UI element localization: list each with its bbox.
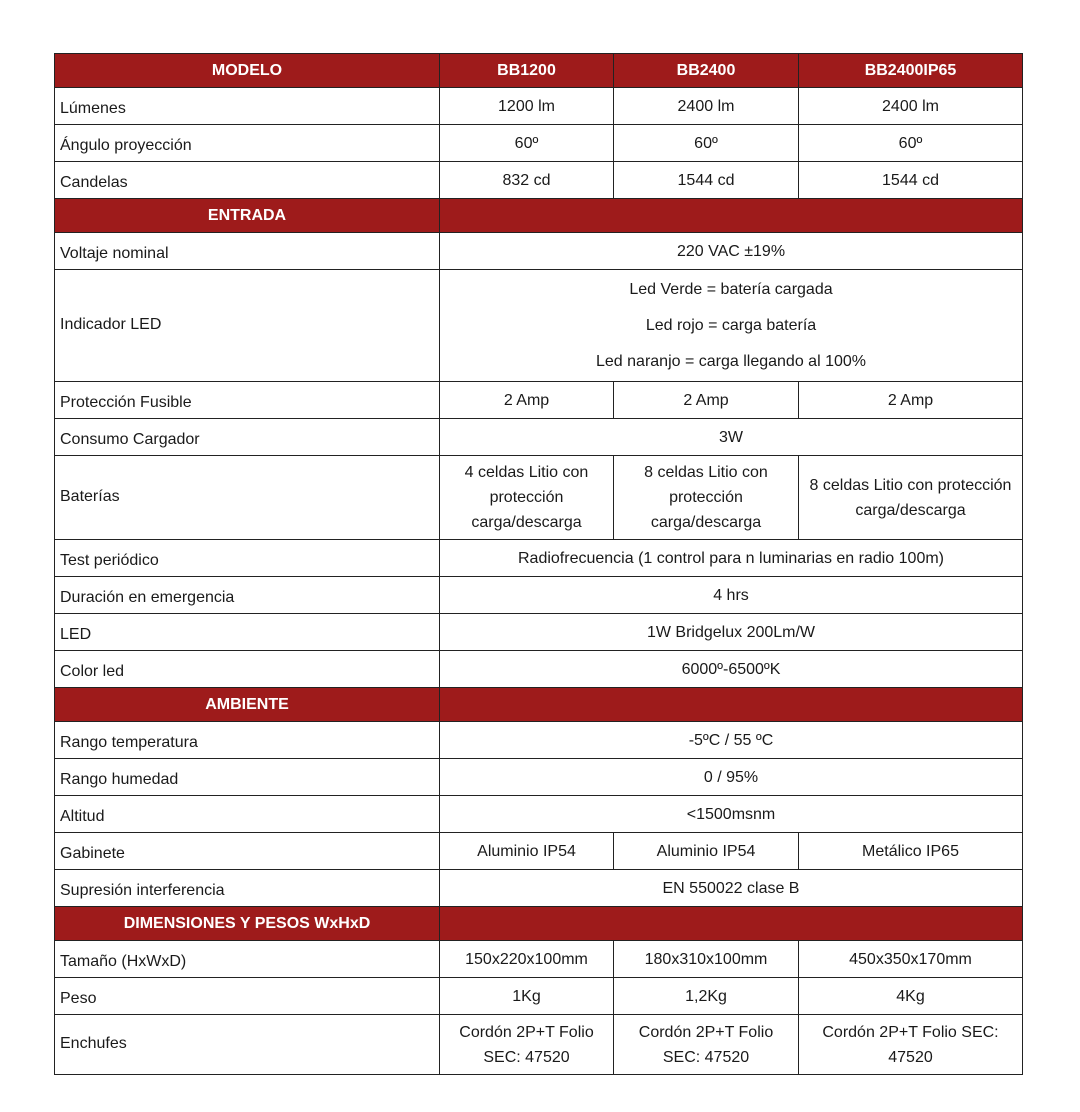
cell-value — [614, 1015, 799, 1075]
section-header-entrada — [55, 199, 1023, 233]
row-label: Rango humedad — [55, 759, 440, 796]
cell-value: EN 550022 clase B — [440, 870, 1023, 907]
section-fill — [440, 688, 1023, 722]
row-label: Indicador LED — [55, 270, 440, 382]
table-row — [55, 456, 1023, 540]
cell-line: carga/descarga — [471, 514, 582, 531]
modelo-header: MODELO — [55, 54, 440, 88]
row-label: Rango temperatura — [55, 722, 440, 759]
section-fill — [440, 907, 1023, 941]
indicator-line: Led Verde = batería cargada — [629, 280, 833, 298]
cell-value: 1544 cd — [799, 162, 1023, 199]
row-label: Enchufes — [55, 1015, 440, 1075]
cell-value: 2400 lm — [614, 88, 799, 125]
row-label: Peso — [55, 978, 440, 1015]
row-label: LED — [55, 614, 440, 651]
cell-value: <1500msnm — [440, 796, 1023, 833]
cell-value: 1Kg — [440, 978, 614, 1015]
cell-line: Cordón 2P+T Folio — [459, 1023, 594, 1041]
cell-line: SEC: 47520 — [662, 1048, 750, 1066]
cell-line: protección — [489, 489, 564, 506]
row-label: Color led — [55, 651, 440, 688]
table-row — [55, 125, 1023, 162]
table-row — [55, 162, 1023, 199]
spec-table — [54, 53, 1023, 1075]
table-row — [55, 722, 1023, 759]
cell-line: carga/descarga — [650, 514, 762, 531]
table-row — [55, 419, 1023, 456]
model-bb2400-header: BB2400 — [614, 54, 799, 88]
table-row — [55, 651, 1023, 688]
cell-value: 1,2Kg — [614, 978, 799, 1015]
table-row — [55, 577, 1023, 614]
section-title: ENTRADA — [55, 199, 440, 233]
section-title: AMBIENTE — [55, 688, 440, 722]
table-row — [55, 978, 1023, 1015]
model-bb2400ip65-header: BB2400IP65 — [799, 54, 1023, 88]
cell-line: carga/descarga — [855, 501, 966, 519]
row-label: Ángulo proyección — [55, 125, 440, 162]
indicator-line: Led rojo = carga batería — [645, 316, 817, 334]
row-label: Supresión interferencia — [55, 870, 440, 907]
cell-value: 1200 lm — [440, 88, 614, 125]
cell-value: Metálico IP65 — [799, 833, 1023, 870]
cell-value: 60º — [799, 125, 1023, 162]
cell-line: 8 celdas Litio con protección — [809, 476, 1012, 494]
cell-value: 4Kg — [799, 978, 1023, 1015]
row-label: Gabinete — [55, 833, 440, 870]
cell-value: 832 cd — [440, 162, 614, 199]
cell-value: 150x220x100mm — [440, 941, 614, 978]
table-row — [55, 833, 1023, 870]
table-row — [55, 1015, 1023, 1075]
cell-value: 0 / 95% — [440, 759, 1023, 796]
cell-value: Radiofrecuencia (1 control para n luminarias en radio 100m) — [440, 540, 1023, 577]
table-row — [55, 88, 1023, 125]
cell-value — [799, 1015, 1023, 1075]
cell-line: 4 celdas Litio con — [464, 464, 589, 481]
cell-value: 2 Amp — [614, 382, 799, 419]
row-label: Altitud — [55, 796, 440, 833]
section-header-ambiente — [55, 688, 1023, 722]
cell-value — [799, 456, 1023, 540]
row-label: Baterías — [55, 456, 440, 540]
table-row — [55, 233, 1023, 270]
row-label: Lúmenes — [55, 88, 440, 125]
cell-value: 2 Amp — [799, 382, 1023, 419]
cell-value — [614, 456, 799, 540]
cell-line: 47520 — [888, 1048, 933, 1066]
row-label: Protección Fusible — [55, 382, 440, 419]
cell-value: 60º — [440, 125, 614, 162]
cell-value: 3W — [440, 419, 1023, 456]
cell-line: protección — [669, 489, 743, 506]
cell-value: Aluminio IP54 — [614, 833, 799, 870]
row-label: Consumo Cargador — [55, 419, 440, 456]
cell-value: -5ºC / 55 ºC — [440, 722, 1023, 759]
cell-value: 6000º-6500ºK — [440, 651, 1023, 688]
table-row — [55, 759, 1023, 796]
section-title: DIMENSIONES Y PESOS WxHxD — [55, 907, 440, 941]
indicator-line: Led naranjo = carga llegando al 100% — [596, 352, 866, 370]
section-header-dimensiones — [55, 907, 1023, 941]
cell-value: 2400 lm — [799, 88, 1023, 125]
row-label: Duración en emergencia — [55, 577, 440, 614]
cell-value: 1W Bridgelux 200Lm/W — [440, 614, 1023, 651]
cell-line: Cordón 2P+T Folio — [638, 1023, 774, 1041]
cell-line: 8 celdas Litio con — [644, 464, 768, 481]
table-row — [55, 540, 1023, 577]
cell-value — [440, 1015, 614, 1075]
table-row — [55, 270, 1023, 382]
cell-value — [440, 270, 1023, 382]
cell-line: SEC: 47520 — [483, 1048, 570, 1066]
cell-value — [440, 456, 614, 540]
cell-value: 450x350x170mm — [799, 941, 1023, 978]
row-label: Test periódico — [55, 540, 440, 577]
cell-value: 180x310x100mm — [614, 941, 799, 978]
cell-value: Aluminio IP54 — [440, 833, 614, 870]
table-row — [55, 870, 1023, 907]
model-bb1200-header: BB1200 — [440, 54, 614, 88]
row-label: Tamaño (HxWxD) — [55, 941, 440, 978]
section-fill — [440, 199, 1023, 233]
cell-value: 4 hrs — [440, 577, 1023, 614]
cell-value: 1544 cd — [614, 162, 799, 199]
cell-value: 2 Amp — [440, 382, 614, 419]
cell-value: 220 VAC ±19% — [440, 233, 1023, 270]
cell-value: 60º — [614, 125, 799, 162]
table-row — [55, 382, 1023, 419]
table-row — [55, 941, 1023, 978]
table-row — [55, 614, 1023, 651]
cell-line: Cordón 2P+T Folio SEC: — [822, 1023, 999, 1041]
header-row — [55, 54, 1023, 88]
row-label: Voltaje nominal — [55, 233, 440, 270]
table-row — [55, 796, 1023, 833]
row-label: Candelas — [55, 162, 440, 199]
